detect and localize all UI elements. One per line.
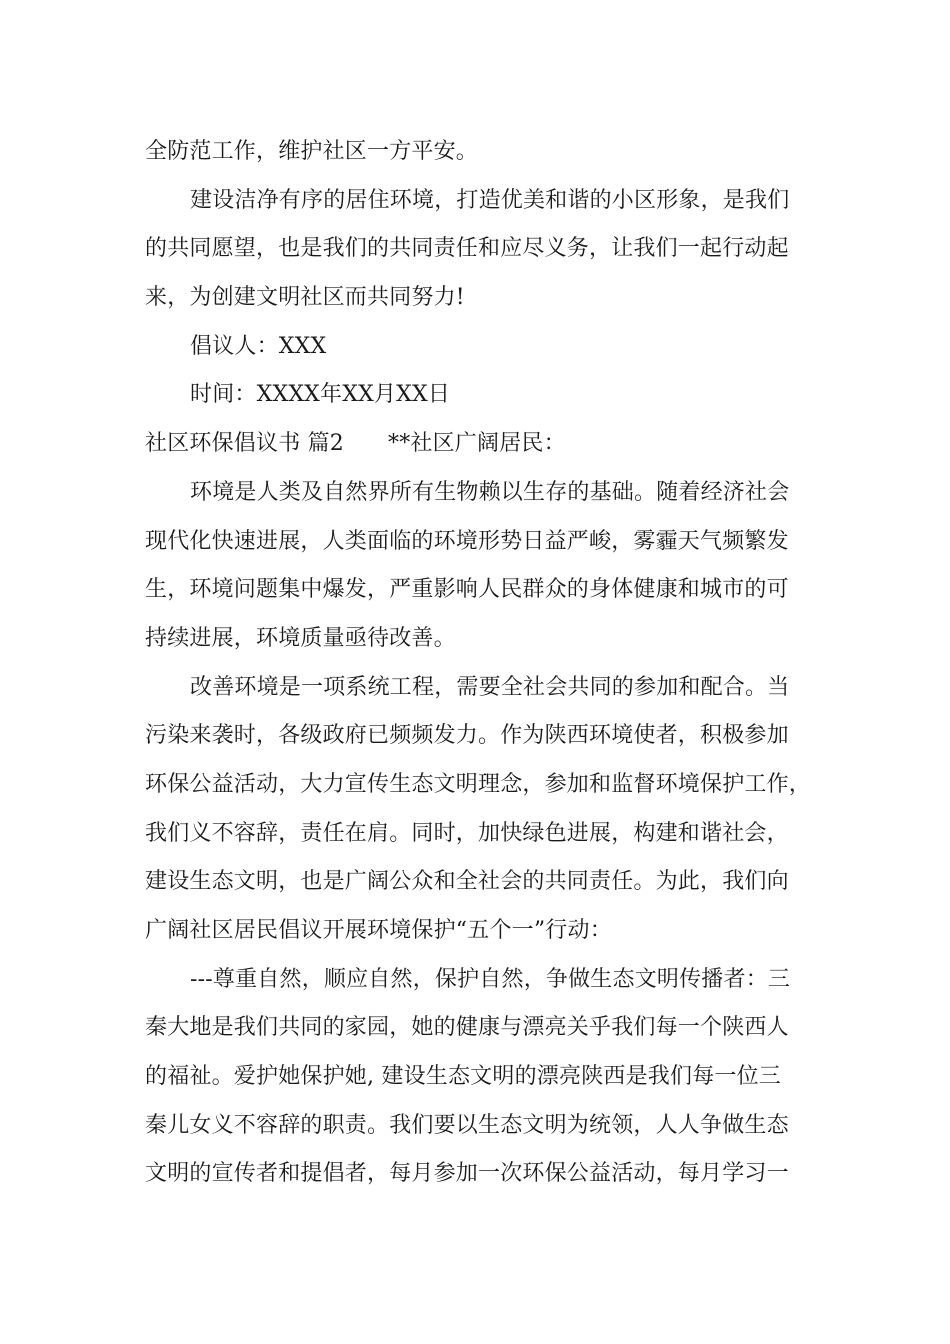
paragraph-line: 污染来袭时，各级政府已频频发力。作为陕西环境使者，积极参加 [145,723,789,749]
date-line: 时间：XXXX年XX月XX日 [190,382,451,408]
paragraph-line: 建设生态文明，也是广阔公众和全社会的共同责任。为此，我们向 [145,869,789,895]
proposer-line: 倡议人：XXX [190,333,327,359]
paragraph-line: 广阔社区居民倡议开展环境保护“五个一”行动： [145,918,612,943]
section-heading [145,420,815,469]
paragraph-line: 环保公益活动，大力宣传生态文明理念，参加和监督环境保护工作， [145,771,812,797]
paragraph-line: 全防范工作，维护社区一方平安。 [145,139,479,164]
paragraph-line: 秦儿女义不容辞的职责。我们要以生态文明为统领，人人争做生态 [145,1112,789,1138]
paragraph-line: 的共同愿望，也是我们的共同责任和应尽义务，让我们一起行动起 [145,236,789,262]
paragraph-line: 我们义不容辞，责任在肩。同时，加快绿色进展，构建和谐社会， [145,820,789,846]
paragraph-line: 建设洁净有序的居住环境，打造优美和谐的小区形象，是我们 [190,187,790,213]
salutation: **社区广阔居民： [388,431,566,457]
paragraph-line: ---尊重自然，顺应自然，保护自然，争做生态文明传播者：三 [190,966,791,992]
section-title: 社区环保倡议书 篇2 [145,431,344,457]
paragraph-line: 生，环境问题集中爆发，严重影响人民群众的身体健康和城市的可 [145,577,789,603]
paragraph-line: 的福祉。爱护她保护她, 建设生态文明的漂亮陕西是我们每一位三 [145,1064,781,1090]
paragraph-line: 改善环境是一项系统工程，需要全社会共同的参加和配合。当 [190,674,790,700]
paragraph-line: 秦大地是我们共同的家园，她的健康与漂亮关乎我们每一个陕西人 [145,1015,789,1041]
paragraph-line: 来，为创建文明社区而共同努力! [145,285,465,311]
paragraph-line: 现代化快速进展，人类面临的环境形势日益严峻，雾霾天气频繁发 [145,528,789,554]
paragraph-line: 环境是人类及自然界所有生物赖以生存的基础。随着经济社会 [190,479,790,505]
document-page [145,128,815,1199]
paragraph-line: 文明的宣传者和提倡者，每月参加一次环保公益活动，每月学习一 [145,1161,789,1187]
paragraph-line: 持续进展，环境质量亟待改善。 [145,625,456,651]
